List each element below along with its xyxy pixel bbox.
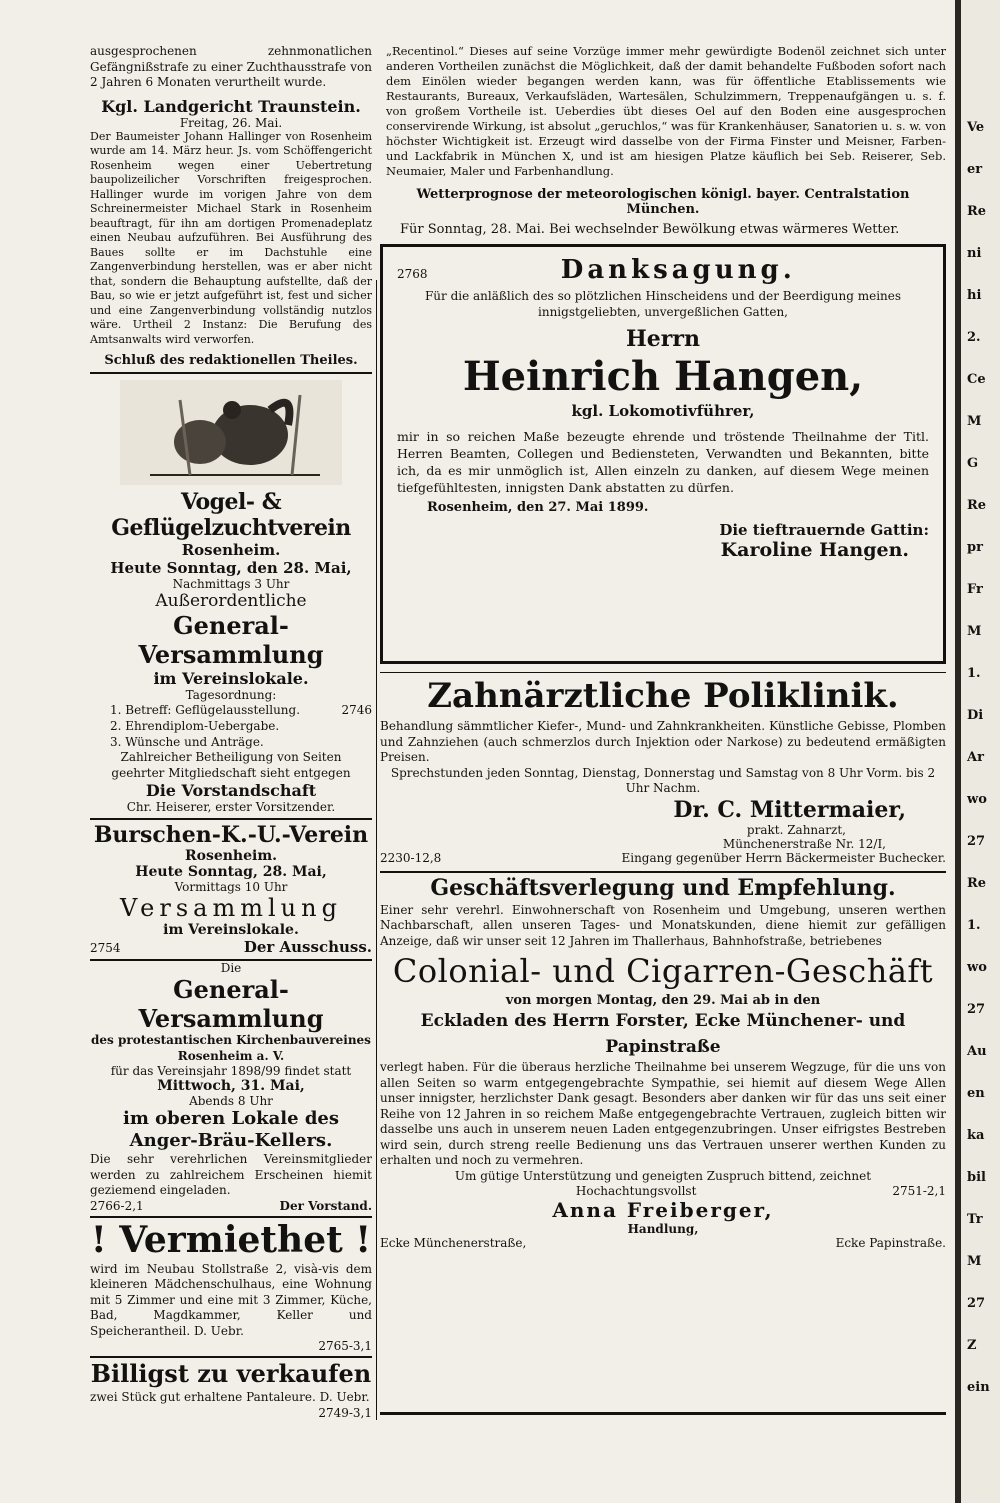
margin-fragment: ka [967,1128,985,1143]
general-date: Mittwoch, 31. Mai, [157,1078,305,1094]
margin-fragment: hi [967,288,982,303]
zahn-title2: prakt. Zahnarzt, [746,822,846,837]
zahn-doctor: Dr. C. Mittermaier, [673,796,906,823]
general-die: Die [220,961,242,975]
geschaeft-text1: Einer sehr verehrl. Einwohnerschaft von Rosenheim und Umgebung, unseren werthen Nachbarschaft, allen unseren Tages- und Monatskunden, diene hiemit zur gefälligen Anzeige, daß wir unser seit 12 Jahren im Thallerhaus, Bahnhofstraße, betriebenes [380,902,946,948]
vogel-assembly: General-Versammlung [138,611,324,669]
dank-num: 2768 [397,267,428,281]
margin-fragment: 27 [967,1296,986,1311]
margin-fragment: en [967,1086,985,1101]
margin-fragment: M [967,624,982,639]
margin-fragment: Z [967,1338,977,1353]
general-place: im oberen Lokale des Anger-Bräu-Kellers. [122,1108,339,1151]
margin-fragment: wo [967,792,987,807]
geschaeft-text3: Um gütige Unterstützung und geneigten Zuspruch bittend, zeichnet [454,1168,872,1183]
geschaeft-respect: Hochachtungsvollst [575,1184,697,1198]
bottom-rule [380,1412,946,1415]
weather-heading: Wetterprognose der meteorologischen königl. bayer. Centralstation München. [416,187,910,217]
court-heading: Kgl. Landgericht Traunstein. [101,96,361,116]
margin-fragment: Re [967,498,987,513]
geschaeft-num: 2751-2,1 [892,1184,946,1198]
general-text1: des protestantischen Kirchenbauvereines Rosenheim a. V. [91,1033,371,1063]
vogel-agenda [90,702,372,750]
vermiethet-title: ! Vermiethet ! [90,1218,372,1261]
margin-fragment: 2. [967,330,981,345]
court-text: Der Baumeister Johann Hallinger von Rosenheim wurde am 14. März heur. Js. vom Schöffengericht Rosenheim wegen einer Uebertretung baupolizeilicher Vorschriften freigesprochen. Hallinger wurde im vorigen Jahre von dem Schreinermeister Michael Stark in Rosenheim beauftragt, für ihn am dortigen Promenadeplatz einen Neubau aufzuführen. Bei Ausführung des Baues sollte er im Dachstuhle eine Zangenverbindung herstellen, was er aber nicht that, sondern die Behauptung aufstellte, daß der Bau, so wie er jetzt aufgeführt ist, fest und sicher und eine Zangenverbindung vollständig nutzlos wäre. Urtheil 2 Instanz: Die Berufung des Amtsanwalts wird verworfen. [90,129,372,346]
margin-fragment: M [967,1254,982,1269]
geschaeft-corner1: Ecke Münchenerstraße, [380,1236,527,1250]
divider [90,372,372,374]
vogel-agenda-num: 2746 [341,703,372,717]
geschaeft-place: Eckladen des Herrn Forster, Ecke Münchener- und Papinstraße [420,1011,906,1057]
margin-fragment: Fr [967,582,983,597]
margin-fragment: Di [967,708,984,723]
vogel-city: Rosenheim. [181,541,281,559]
dank-sign1: Die tieftrauernde Gattin: [719,521,929,539]
burschen-assembly: Versammlung [120,894,342,922]
left-top-text: ausgesprochenen zehnmonatlichen Gefängnißstrafe zu einer Zuchthausstrafe von 2 Jahren 6 Monaten verurtheilt wurde. [90,44,372,89]
geschaeft-title: Geschäftsverlegung und Empfehlung. [430,874,896,901]
geschaeft-big: Colonial- und Cigarren-Geschäft [392,952,934,990]
agenda-item: 3. Wünsche und Anträge. [110,735,264,749]
end-editorial: Schluß des redaktionellen Theiles. [104,353,358,368]
vogel-place: im Vereinslokale. [153,669,309,688]
court-date: Freitag, 26. Mai. [179,115,283,130]
margin-fragment: Ar [967,750,984,765]
zahn-text1: Behandlung sämmtlicher Kiefer-, Mund- und Zahnkrankheiten. Künstliche Gebisse, Plomben und Zahnziehen (auch schmerzlos durch Injektion oder Narkose) zu bedeutend ermäßigten Preisen. [380,719,946,764]
burschen-city: Rosenheim. [184,848,278,864]
margin-fragment: Au [967,1044,987,1059]
margin-fragment: M [967,414,982,429]
zahn-entrance: Eingang gegenüber Herrn Bäckermeister Buchecker. [621,850,946,865]
rooster-illustration [120,380,342,485]
geschaeft-corner2: Ecke Papinstraße. [835,1236,946,1250]
burschen-date: Heute Sonntag, 28. Mai, [135,864,327,880]
billigst-num: 2749-3,1 [318,1405,372,1420]
vogel-text: Zahlreicher Betheiligung von Seiten geehrter Mitgliedschaft sieht entgegen [111,750,351,780]
margin-fragment: G [967,456,979,471]
vogel-date: Heute Sonntag, den 28. Mai, [110,559,352,577]
dank-job: kgl. Lokomotivführer, [571,402,755,420]
right-column [380,44,946,1434]
agenda-item: 1. Betreff: Geflügelausstellung. [110,703,301,717]
zahn-address: Münchenerstraße Nr. 12/I, [722,836,886,851]
recentinol-text: „Recentinol.“ Dieses auf seine Vorzüge immer mehr gewürdigte Bodenöl zeichnet sich unter anderen Vortheilen zunächst die Möglichkeit, daß der damit behandelte Fußboden sofort nach dem Einölen wieder begangen werden kann, was für öffentliche Etablissements wie Restaurants, Bureaux, Verkaufsläden, Wartesälen, Schulzimmern, Treppenaufgängen u. s. f. von großem Vortheile ist. Ueberdies übt dieses Oel auf den Boden eine ausgesprochen conservirende Wirkung, ist absolut „geruchlos,“ was für Krankenhäuser, Sanatorien u. s. w. von höchster Wichtigkeit ist. Erzeugt wird dasselbe von der Firma Finster und Meisner, Farben- und Lackfabrik in München X, und ist am hiesigen Platze käuflich bei Seb. Reiserer, Seb. Neumaier, Maler und Farbenhandlung. [386,44,946,178]
dank-title: Danksagung. [560,255,796,285]
zahn-title: Zahnärztliche Poliklinik. [427,676,899,716]
geschaeft-sign2: Handlung, [627,1222,699,1236]
burschen-title: Burschen-K.-U.-Verein [93,822,369,848]
vogel-sign2: Chr. Heiserer, erster Vorsitzender. [126,800,336,814]
zahn-num: 2230-12,8 [380,850,442,865]
dank-sign2: Karoline Hangen. [720,539,909,561]
margin-fragment: 27 [967,834,986,849]
margin-fragment: ein [967,1380,990,1395]
margin-fragment: Ce [967,372,986,387]
margin-fragment: Tr [967,1212,983,1227]
zahn-text2: Sprechstunden jeden Sonntag, Dienstag, Donnerstag und Samstag von 8 Uhr Vorm. bis 2 Uhr Nachm. [390,765,936,795]
margin-fragment: Ve [967,120,985,135]
burschen-num: 2754 [90,941,121,955]
next-page-strip [955,0,1000,1503]
vermiethet-text: wird im Neubau Stollstraße 2, visà-vis dem kleineren Mädchenschulhaus, eine Wohnung mit 5 Zimmer und eine mit 3 Zimmer, Küche, Bad, Magdkammer, Keller und Speicherantheil. D. Uebr. [90,1261,372,1338]
agenda-item: 2. Ehrendiplom-Uebergabe. [110,719,280,733]
dank-intro: Für die anläßlich des so plötzlichen Hinscheidens und der Beerdigung meines innigstgeliebten, unvergeßlichen Gatten, [424,289,902,319]
vogel-agenda-head: Tagesordnung: [185,688,277,702]
margin-fragment: ni [967,246,982,261]
vogel-time: Nachmittags 3 Uhr [172,577,290,591]
margin-fragment: 27 [967,1002,986,1017]
general-sign: Der Vorstand. [279,1198,372,1213]
margin-fragment: bil [967,1170,986,1185]
general-text2: für das Vereinsjahr 1898/99 findet statt [110,1064,352,1078]
general-num: 2766-2,1 [90,1198,144,1213]
margin-fragment: pr [967,540,983,555]
vogel-extra: Außerordentliche [155,591,307,611]
margin-fragment: er [967,162,983,177]
general-title: General-Versammlung [138,975,324,1033]
burschen-place: im Vereinslokale. [163,922,299,938]
left-column [90,44,372,1434]
geschaeft-date: von morgen Montag, den 29. Mai ab in den [505,993,821,1008]
margin-fragment: wo [967,960,987,975]
billigst-title: Billigst zu verkaufen [90,1359,372,1388]
margin-fragment: Re [967,204,987,219]
dank-place-date: Rosenheim, den 27. Mai 1899. [427,500,649,515]
geschaeft-text2: verlegt haben. Für die überaus herzliche Theilnahme bei unserem Wegzuge, für die uns von allen Seiten so warm entgegengebrachte Sympathie, sei hiemit auf diesem Wege Allen unser innigster, herzlichster Dank gesagt. Besonders aber danken wir für das uns seit einer Reihe von 12 Jahren in so reichem Maße entgegengebrachte Vertrauen, zugleich bitten wir dasselbe uns auch in unserem neuen Laden entgegenzubringen. Unser eifrigstes Bestreben wird sein, durch streng reelle Bedienung uns das Vertrauen unserer werthen Kunden zu erhalten und noch zu vermehren. [380,1060,946,1167]
danksagung-box [380,244,946,664]
dank-herrn: Herrn [626,326,700,352]
vogel-sign: Die Vorstandschaft [145,781,317,800]
vogel-title: Vogel- & Geflügelzuchtverein [111,489,351,541]
geschaeft-sign: Anna Freiberger, [552,1198,774,1222]
dank-text: mir in so reichen Maße bezeugte ehrende und tröstende Theilnahme der Titl. Herren Beamten, Collegen und Bediensteten, Verwandten und Bekannten, bitte ich, da es mir unmöglich ist, Allen einzeln zu danken, auf diesem Wege meinen tiefgefühltesten, innigsten Dank abstatten zu dürfen. [397,429,929,495]
general-text3: Die sehr verehrlichen Vereinsmitglieder werden zu zahlreichem Erscheinen hiemit geziemend eingeladen. [90,1152,372,1197]
column-separator [376,280,377,1420]
margin-fragment: 1. [967,918,981,933]
dank-name: Heinrich Hangen, [462,353,864,400]
burschen-time: Vormittags 10 Uhr [174,880,288,894]
margin-fragment: Re [967,876,987,891]
margin-fragment: 1. [967,666,981,681]
general-time: Abends 8 Uhr [189,1094,273,1108]
divider [90,818,372,820]
billigst-text: zwei Stück gut erhaltene Pantaleure. D. Uebr. [90,1390,370,1404]
weather-text: Für Sonntag, 28. Mai. Bei wechselnder Bewölkung etwas wärmeres Wetter. [400,222,900,237]
vermiethet-num: 2765-3,1 [318,1339,372,1353]
burschen-sign: Der Ausschuss. [243,938,372,956]
